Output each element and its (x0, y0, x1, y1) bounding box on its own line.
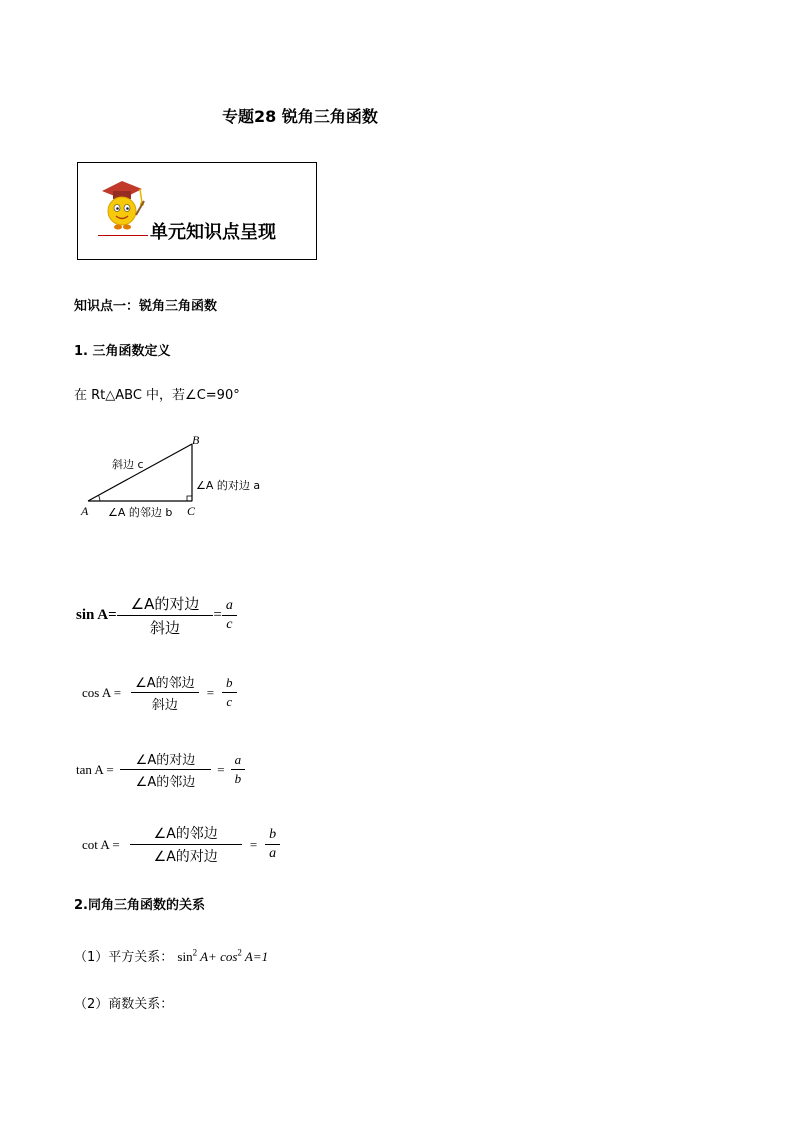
cos-ratio (222, 675, 237, 710)
sin-ratio-num: a (222, 598, 237, 616)
banner-underline (98, 235, 148, 236)
adjacent-side-label: ∠A 的邻边 b (108, 506, 173, 519)
cot-ratio (265, 827, 280, 862)
vertex-c-label: C (187, 504, 196, 518)
cos-equals: = (206, 684, 215, 700)
cot-denominator: ∠A的对边 (153, 849, 218, 865)
tan-formula (76, 749, 245, 790)
vertex-b-label: B (192, 433, 200, 447)
tan-ratio (231, 752, 246, 787)
section-banner (77, 162, 317, 260)
hypotenuse-ab (88, 444, 192, 501)
cot-numerator: ∠A的邻边 (130, 823, 242, 845)
right-triangle-diagram (70, 428, 290, 523)
cos-lhs: cos A = (82, 684, 122, 700)
sin-denominator: 斜边 (150, 619, 181, 637)
graduate-mascot-icon (96, 177, 148, 235)
tan-fraction (120, 749, 212, 790)
opposite-side-label: ∠A 的对边 a (196, 479, 261, 492)
cos-term: A+ cos (197, 949, 238, 964)
section-heading: 知识点一：锐角三角函数 (74, 299, 218, 314)
tan-numerator: ∠A的对边 (120, 749, 212, 770)
page-title: 专题28 锐角三角函数 (222, 107, 378, 126)
angle-a-arc (99, 495, 101, 501)
square-relation-formula (177, 949, 268, 964)
sin-formula (76, 593, 237, 638)
subsection-heading-2: 2.同角三角函数的关系 (74, 898, 205, 913)
cot-ratio-num: b (265, 827, 280, 845)
subsection-heading: 1. 三角函数定义 (74, 344, 171, 359)
cos-denominator: 斜边 (151, 698, 178, 713)
cos-ratio-num: b (222, 675, 237, 693)
result-term: A=1 (241, 949, 269, 964)
tan-ratio-den: b (234, 771, 242, 786)
right-angle-mark (187, 496, 192, 501)
square-relation-label: （1）平方关系： (74, 950, 174, 965)
sin-ratio-den: c (226, 617, 233, 632)
sin-ratio (222, 598, 237, 633)
cos-exponent: 2 (237, 947, 242, 958)
tan-denominator: ∠A的邻边 (135, 775, 196, 790)
cos-fraction (131, 672, 199, 713)
square-relation (74, 946, 268, 965)
cot-formula (82, 823, 280, 866)
tan-lhs: tan A = (76, 761, 114, 777)
premise-text: 在 Rt△ABC 中，若∠C=90° (74, 388, 240, 403)
cos-ratio-den: c (226, 694, 233, 709)
tan-ratio-num: a (231, 752, 246, 770)
tan-equals: = (217, 761, 225, 777)
cot-equals: = (249, 836, 258, 852)
sin-exponent: 2 (192, 947, 198, 958)
cot-fraction (130, 823, 242, 866)
hypotenuse-label: 斜边 c (112, 458, 144, 471)
cos-formula (82, 672, 237, 713)
cos-numerator: ∠A的邻边 (131, 672, 199, 693)
sin-lhs: sin A= (76, 607, 117, 623)
cot-lhs: cot A = (82, 836, 120, 852)
quotient-relation-label: （2）商数关系： (74, 997, 174, 1012)
vertex-a-label: A (81, 504, 89, 518)
sin-equals: = (213, 607, 222, 623)
sin-fraction (117, 593, 214, 638)
sin-numerator: ∠A的对边 (117, 593, 214, 616)
cot-ratio-den: a (269, 846, 277, 861)
sin-term: sin (177, 949, 193, 964)
banner-label: 单元知识点呈现 (150, 222, 276, 243)
